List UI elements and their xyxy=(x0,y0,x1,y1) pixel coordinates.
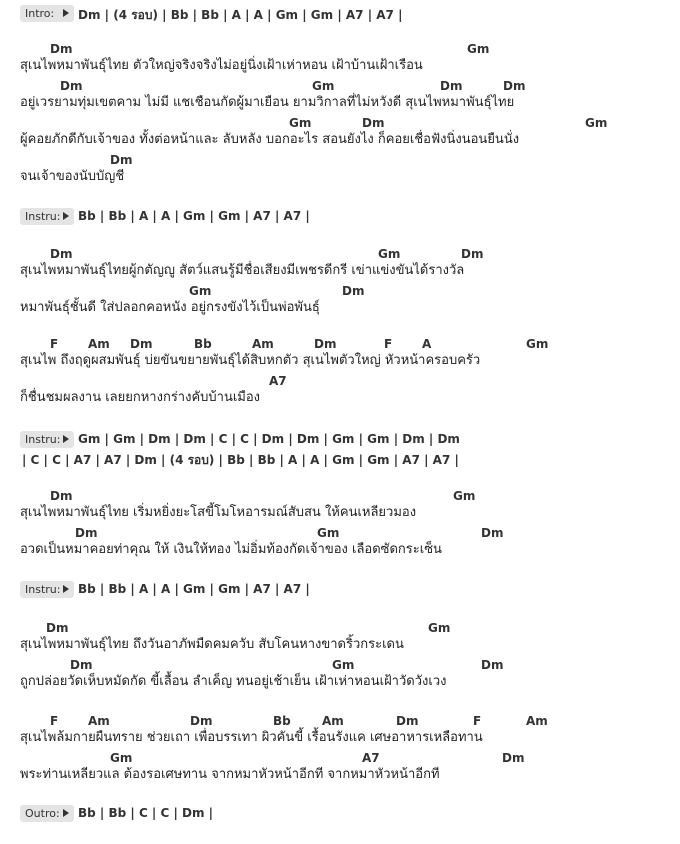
verse3 xyxy=(20,487,680,561)
chord-line xyxy=(20,114,680,130)
lyric-text: สุเนไพหมาพันธุ์ไทย ถึงวันอาภัพมืดคมควับ สับโคนหางขาดริ้วกระเดน xyxy=(20,637,404,652)
chord: A7 xyxy=(269,374,287,388)
lyric-text: สุเนไพล้มกายผืนทราย ช่วยเถา เพื่อบรรเทา ผิวคันขี้ เรื้อนรังแค เศษอาหารเหลือทาน xyxy=(20,730,483,745)
chord-line xyxy=(20,712,680,728)
intro-tag[interactable] xyxy=(20,5,74,22)
chord: F xyxy=(50,337,59,351)
chord: Gm xyxy=(317,526,340,540)
instru-section-2 xyxy=(20,429,680,469)
chord: Dm xyxy=(396,714,419,728)
chord: Dm xyxy=(440,79,463,93)
outro-tag[interactable] xyxy=(20,805,74,822)
play-triangle-icon xyxy=(63,585,69,593)
chord: Bb xyxy=(273,714,291,728)
instru-progression: Bb | Bb | A | A | Gm | Gm | A7 | A7 | xyxy=(78,209,310,223)
lyric-text: สุเนไพ ถึงฤดูผสมพันธุ์ บ่ยขันขยายพันธุ์ได้สิบหกตัว สุเนไพตัวใหญ่ หัวหน้าครอบครัว xyxy=(20,353,481,368)
chord: Gm xyxy=(332,658,355,672)
chord: F xyxy=(473,714,482,728)
chord: Dm xyxy=(461,247,484,261)
play-triangle-icon xyxy=(63,212,69,220)
lyric-text: จนเจ้าของนับบัญชี xyxy=(20,169,125,184)
chord: Gm xyxy=(378,247,401,261)
instru-progression-cont: | C | C | A7 | A7 | Dm | (4 รอบ) | Bb | Bb | A | A | Gm | Gm | A7 | A7 | xyxy=(22,453,459,467)
chord: Dm xyxy=(60,79,83,93)
chord-line xyxy=(20,619,680,635)
chord: Gm xyxy=(585,116,608,130)
chord: Gm xyxy=(312,79,335,93)
verse4 xyxy=(20,619,680,693)
intro-progression: Dm | (4 รอบ) | Bb | Bb | A | A | Gm | Gm | A7 | A7 | xyxy=(78,8,403,22)
instru-progression: Gm | Gm | Dm | Dm | C | C | Dm | Dm | Gm | Gm | Dm | Dm xyxy=(78,432,460,446)
lyric-line xyxy=(20,245,680,282)
lyric-line xyxy=(20,282,680,319)
chord-line xyxy=(20,77,680,93)
chord: Dm xyxy=(70,658,93,672)
outro-progression: Bb | Bb | C | C | Dm | xyxy=(78,806,214,820)
chord-line xyxy=(20,335,680,351)
chord: Dm xyxy=(342,284,365,298)
lyric-text: อยู่เวรยามทุ่มเขตคาม ไม่มี แชเชือนกัดผู้มาเยือน ยามวิกาลที่ไม่หวังดี สุเนไพหมาพันธุ์ไทย xyxy=(20,95,515,110)
instru-section-3 xyxy=(20,579,680,599)
chord: A xyxy=(422,337,432,351)
chord: Am xyxy=(322,714,344,728)
play-triangle-icon xyxy=(63,9,69,17)
chord: Dm xyxy=(481,526,504,540)
chord-line xyxy=(20,487,680,503)
lyric-line xyxy=(20,77,680,114)
lyric-line xyxy=(20,372,680,409)
lyric-text: ผู้คอยภักดีกับเจ้าของ ทั้งต่อหน้าและ ลับหลัง บอกอะไร สอนยังไง ก็คอยเชื่อฟังนิ่งนอนยืนนั่ง xyxy=(20,132,520,147)
chord: Dm xyxy=(502,751,525,765)
play-triangle-icon xyxy=(63,435,69,443)
chord-line xyxy=(20,282,680,298)
chord: Dm xyxy=(50,247,73,261)
lyric-line xyxy=(20,114,680,151)
chord: Dm xyxy=(110,153,133,167)
lyric-line xyxy=(20,712,680,749)
chord: Gm xyxy=(110,751,133,765)
instru-label: Instru: xyxy=(25,210,61,223)
chord-line xyxy=(20,656,680,672)
chord: Gm xyxy=(289,116,312,130)
chord: Bb xyxy=(194,337,212,351)
lyric-line xyxy=(20,335,680,372)
chord-line xyxy=(20,749,680,765)
chord: Am xyxy=(526,714,548,728)
lyric-line xyxy=(20,524,680,561)
chord: Gm xyxy=(428,621,451,635)
chord: Am xyxy=(252,337,274,351)
intro-label: Intro: xyxy=(25,7,55,20)
verse1 xyxy=(20,40,680,188)
lyric-line xyxy=(20,151,680,188)
play-triangle-icon xyxy=(63,809,69,817)
intro-section xyxy=(20,3,680,23)
instru-tag[interactable] xyxy=(20,431,74,448)
instru-label: Instru: xyxy=(25,583,61,596)
verse2 xyxy=(20,245,680,409)
chord-line xyxy=(20,524,680,540)
lyric-text: สุเนไพหมาพันธุ์ไทยผู้กตัญญู สัตว์แสนรู้มีชื่อเสียงมีเพชรดีกรี เข่าแข่งขันได้รางวัล xyxy=(20,263,465,278)
instru-tag[interactable] xyxy=(20,581,74,598)
chord: Dm xyxy=(46,621,69,635)
chord-line xyxy=(20,151,680,167)
instru-label: Instru: xyxy=(25,433,61,446)
lyric-text: ก็ชื่นชมผลงาน เลยยกหางกร่างคับบ้านเมือง xyxy=(20,390,261,405)
chord-line xyxy=(20,40,680,56)
lyric-line xyxy=(20,656,680,693)
lyric-text: พระท่านเหลียวแล ต้องรอเศษทาน จากหมาหัวหน้าอีกที จากหมาหัวหน้าอีกที xyxy=(20,767,440,782)
chord: F xyxy=(50,714,59,728)
lyric-text: ถูกปล่อยวัดเห็บหมัดกัด ขี้เลื้อน ลำเค็ญ ทนอยู่เช้าเย็น เฝ้าเห่าหอนเฝ้าวัดวังเวง xyxy=(20,674,447,689)
chord: Gm xyxy=(189,284,212,298)
lyric-text: สุเนไพหมาพันธุ์ไทย เริ่มหยิ่งยะโสขี้โมโหอารมณ์สับสน ให้คนเหลียวมอง xyxy=(20,505,417,520)
verse5 xyxy=(20,712,680,786)
chord: Dm xyxy=(481,658,504,672)
lyric-text: อวดเป็นหมาคอยท่าคุณ ให้ เงินให้ทอง ไม่อิ่มท้องกัดเจ้าของ เลือดซัดกระเซ็น xyxy=(20,542,442,557)
chord: Dm xyxy=(503,79,526,93)
lyric-line xyxy=(20,749,680,786)
lyric-line xyxy=(20,40,680,77)
chord: Dm xyxy=(362,116,385,130)
chord: Dm xyxy=(50,489,73,503)
chord: Dm xyxy=(190,714,213,728)
outro-label: Outro: xyxy=(25,807,60,820)
instru-progression: Bb | Bb | A | A | Gm | Gm | A7 | A7 | xyxy=(78,582,310,596)
lyric-line xyxy=(20,487,680,524)
chord: Am xyxy=(88,337,110,351)
chord: Am xyxy=(88,714,110,728)
chord: A7 xyxy=(362,751,380,765)
chord: Gm xyxy=(453,489,476,503)
lyric-line xyxy=(20,619,680,656)
chord-line xyxy=(20,372,680,388)
chord: Gm xyxy=(467,42,490,56)
lyric-text: สุเนไพหมาพันธุ์ไทย ตัวใหญ่จริงจริงไม่อยู่นิ่งเฝ้าเห่าหอน เฝ้าบ้านเฝ้าเรือน xyxy=(20,58,423,73)
instru-tag[interactable] xyxy=(20,208,74,225)
chord: Dm xyxy=(314,337,337,351)
chord: Gm xyxy=(526,337,549,351)
chord: Dm xyxy=(75,526,98,540)
chord: Dm xyxy=(50,42,73,56)
chord: F xyxy=(384,337,393,351)
chord: Dm xyxy=(130,337,153,351)
lyric-text: หมาพันธุ์ชั้นดี ใส่ปลอกคอหนัง อยู่กรงขังไว้เป็นพ่อพันธุ์ xyxy=(20,300,320,315)
instru-section-1 xyxy=(20,206,680,226)
chord-line xyxy=(20,245,680,261)
outro-section xyxy=(20,803,680,823)
